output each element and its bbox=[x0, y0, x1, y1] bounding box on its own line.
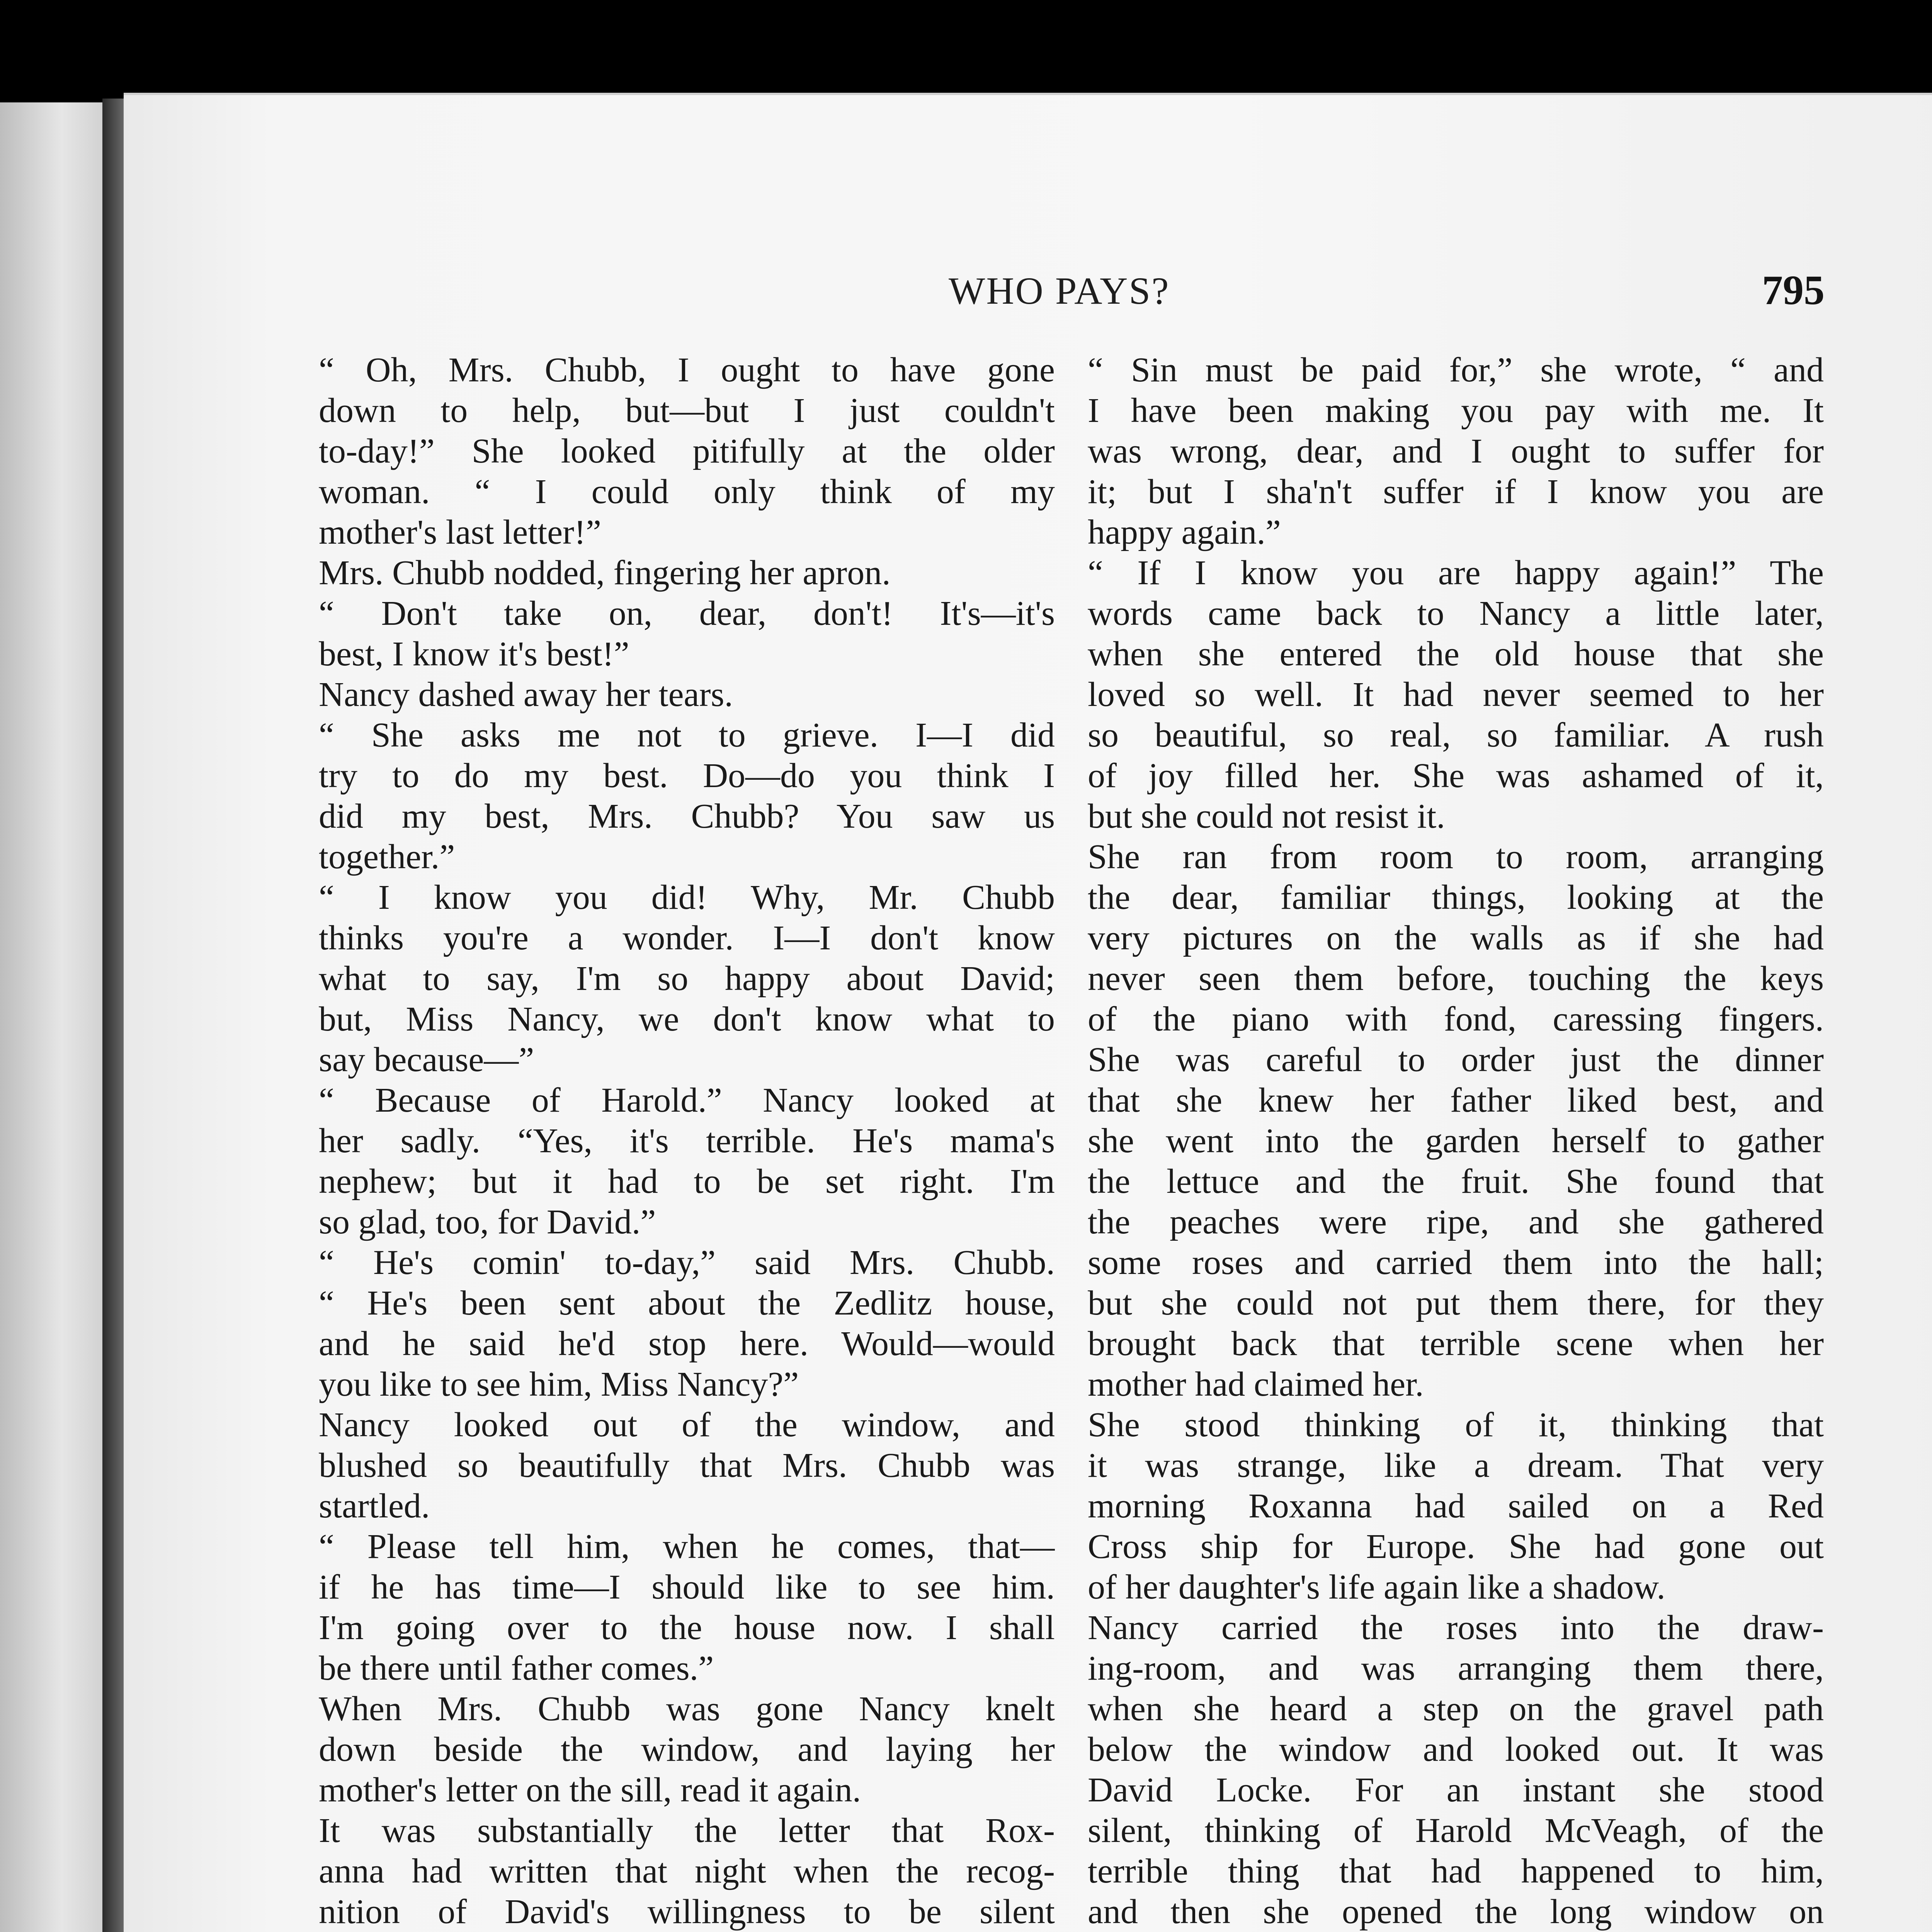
text-line: so glad, too, for David.” bbox=[319, 1203, 656, 1241]
text-line: Nancy carried the roses into the draw- bbox=[1088, 1609, 1824, 1647]
text-line: down to help, but—but I just couldn't bbox=[319, 391, 1055, 430]
text-line: she went into the garden herself to gather bbox=[1088, 1122, 1824, 1160]
text-line: if he has time—I should like to see him. bbox=[319, 1568, 1055, 1606]
text-line: She ran from room to room, arranging bbox=[1088, 838, 1824, 876]
text-line: Cross ship for Europe. She had gone out bbox=[1088, 1527, 1824, 1566]
text-line: thinks you're a wonder. I—I don't know bbox=[319, 919, 1055, 957]
text-line: “ Sin must be paid for,” she wrote, “ and bbox=[1088, 351, 1824, 389]
text-line: I'm going over to the house now. I shall bbox=[319, 1609, 1055, 1647]
text-line: silent, thinking of Harold McVeagh, of the bbox=[1088, 1811, 1824, 1850]
text-line: brought back that terrible scene when her bbox=[1088, 1325, 1824, 1363]
text-line: but she could not resist it. bbox=[1088, 797, 1445, 835]
text-line: mother had claimed her. bbox=[1088, 1365, 1424, 1403]
text-line: you like to see him, Miss Nancy?” bbox=[319, 1365, 799, 1403]
text-line: when she heard a step on the gravel path bbox=[1088, 1690, 1824, 1728]
text-line: “ I know you did! Why, Mr. Chubb bbox=[319, 878, 1055, 917]
text-column-left bbox=[319, 350, 1055, 1932]
text-line: was wrong, dear, and I ought to suffer for bbox=[1088, 432, 1824, 470]
text-line: It was substantially the letter that Rox- bbox=[319, 1811, 1055, 1850]
text-line: it was strange, like a dream. That very bbox=[1088, 1446, 1824, 1485]
text-line: say because—” bbox=[319, 1041, 534, 1079]
text-line: “ Oh, Mrs. Chubb, I ought to have gone bbox=[319, 351, 1055, 389]
text-line: terrible thing that had happened to him, bbox=[1088, 1852, 1824, 1890]
text-line: morning Roxanna had sailed on a Red bbox=[1088, 1487, 1824, 1525]
text-line: very pictures on the walls as if she had bbox=[1088, 919, 1824, 957]
text-line: Nancy looked out of the window, and bbox=[319, 1406, 1055, 1444]
text-line: blushed so beautifully that Mrs. Chubb was bbox=[319, 1446, 1055, 1485]
text-line: never seen them before, touching the keys bbox=[1088, 959, 1824, 998]
text-line: together.” bbox=[319, 838, 455, 876]
text-line: when she entered the old house that she bbox=[1088, 635, 1824, 673]
text-line: try to do my best. Do—do you think I bbox=[319, 757, 1055, 795]
text-line: nephew; but it had to be set right. I'm bbox=[319, 1162, 1055, 1201]
text-line: loved so well. It had never seemed to her bbox=[1088, 675, 1824, 714]
text-line: When Mrs. Chubb was gone Nancy knelt bbox=[319, 1690, 1055, 1728]
text-line: the lettuce and the fruit. She found that bbox=[1088, 1162, 1824, 1201]
text-line: to-day!” She looked pitifully at the older bbox=[319, 432, 1055, 470]
text-line: it; but I sha'n't suffer if I know you are bbox=[1088, 473, 1824, 511]
text-line: happy again.” bbox=[1088, 513, 1281, 551]
text-line: nition of David's willingness to be silent bbox=[319, 1893, 1055, 1931]
text-line: “ She asks me not to grieve. I—I did bbox=[319, 716, 1055, 754]
text-line: words came back to Nancy a little later, bbox=[1088, 594, 1824, 633]
facing-page-edge bbox=[0, 102, 102, 1932]
text-line: “ Because of Harold.” Nancy looked at bbox=[319, 1081, 1055, 1119]
text-line: of her daughter's life again like a shadow. bbox=[1088, 1568, 1665, 1606]
text-line: startled. bbox=[319, 1487, 430, 1525]
text-line: “ Please tell him, when he comes, that— bbox=[319, 1527, 1055, 1566]
page-number: 795 bbox=[1762, 267, 1825, 313]
text-line: of the piano with fond, caressing fingers. bbox=[1088, 1000, 1824, 1038]
text-line: Mrs. Chubb nodded, fingering her apron. bbox=[319, 554, 891, 592]
text-line: “ He's been sent about the Zedlitz house, bbox=[319, 1284, 1055, 1322]
text-line: She stood thinking of it, thinking that bbox=[1088, 1406, 1824, 1444]
text-line: and then she opened the long window on bbox=[1088, 1893, 1824, 1931]
text-column-right bbox=[1088, 350, 1824, 1932]
text-line: ing-room, and was arranging them there, bbox=[1088, 1649, 1824, 1687]
text-line: of joy filled her. She was ashamed of it, bbox=[1088, 757, 1824, 795]
text-line: what to say, I'm so happy about David; bbox=[319, 959, 1055, 998]
text-line: the peaches were ripe, and she gathered bbox=[1088, 1203, 1824, 1241]
text-line: did my best, Mrs. Chubb? You saw us bbox=[319, 797, 1055, 835]
text-line: so beautiful, so real, so familiar. A rush bbox=[1088, 716, 1824, 754]
text-line: anna had written that night when the recog- bbox=[319, 1852, 1055, 1890]
text-line: that she knew her father liked best, and bbox=[1088, 1081, 1824, 1119]
text-line: and he said he'd stop here. Would—would bbox=[319, 1325, 1055, 1363]
text-line: She was careful to order just the dinner bbox=[1088, 1041, 1824, 1079]
binding-shadow bbox=[102, 99, 126, 1932]
text-line: her sadly. “Yes, it's terrible. He's mama's bbox=[319, 1122, 1055, 1160]
text-line: I have been making you pay with me. It bbox=[1088, 391, 1824, 430]
text-line: the dear, familiar things, looking at the bbox=[1088, 878, 1824, 917]
text-line: but, Miss Nancy, we don't know what to bbox=[319, 1000, 1055, 1038]
text-line: woman. “ I could only think of my bbox=[319, 473, 1055, 511]
text-line: mother's letter on the sill, read it again. bbox=[319, 1771, 861, 1809]
text-line: below the window and looked out. It was bbox=[1088, 1730, 1824, 1769]
text-line: mother's last letter!” bbox=[319, 513, 601, 551]
text-line: Nancy dashed away her tears. bbox=[319, 675, 733, 714]
text-line: “ If I know you are happy again!” The bbox=[1088, 554, 1824, 592]
text-line: best, I know it's best!” bbox=[319, 635, 629, 673]
text-line: “ Don't take on, dear, don't! It's—it's bbox=[319, 594, 1055, 633]
running-head: WHO PAYS? bbox=[949, 269, 1170, 312]
text-line: some roses and carried them into the hall; bbox=[1088, 1243, 1824, 1282]
text-line: be there until father comes.” bbox=[319, 1649, 714, 1687]
text-line: but she could not put them there, for they bbox=[1088, 1284, 1824, 1322]
text-line: David Locke. For an instant she stood bbox=[1088, 1771, 1824, 1809]
text-line: down beside the window, and laying her bbox=[319, 1730, 1055, 1769]
text-line: “ He's comin' to-day,” said Mrs. Chubb. bbox=[319, 1243, 1055, 1282]
